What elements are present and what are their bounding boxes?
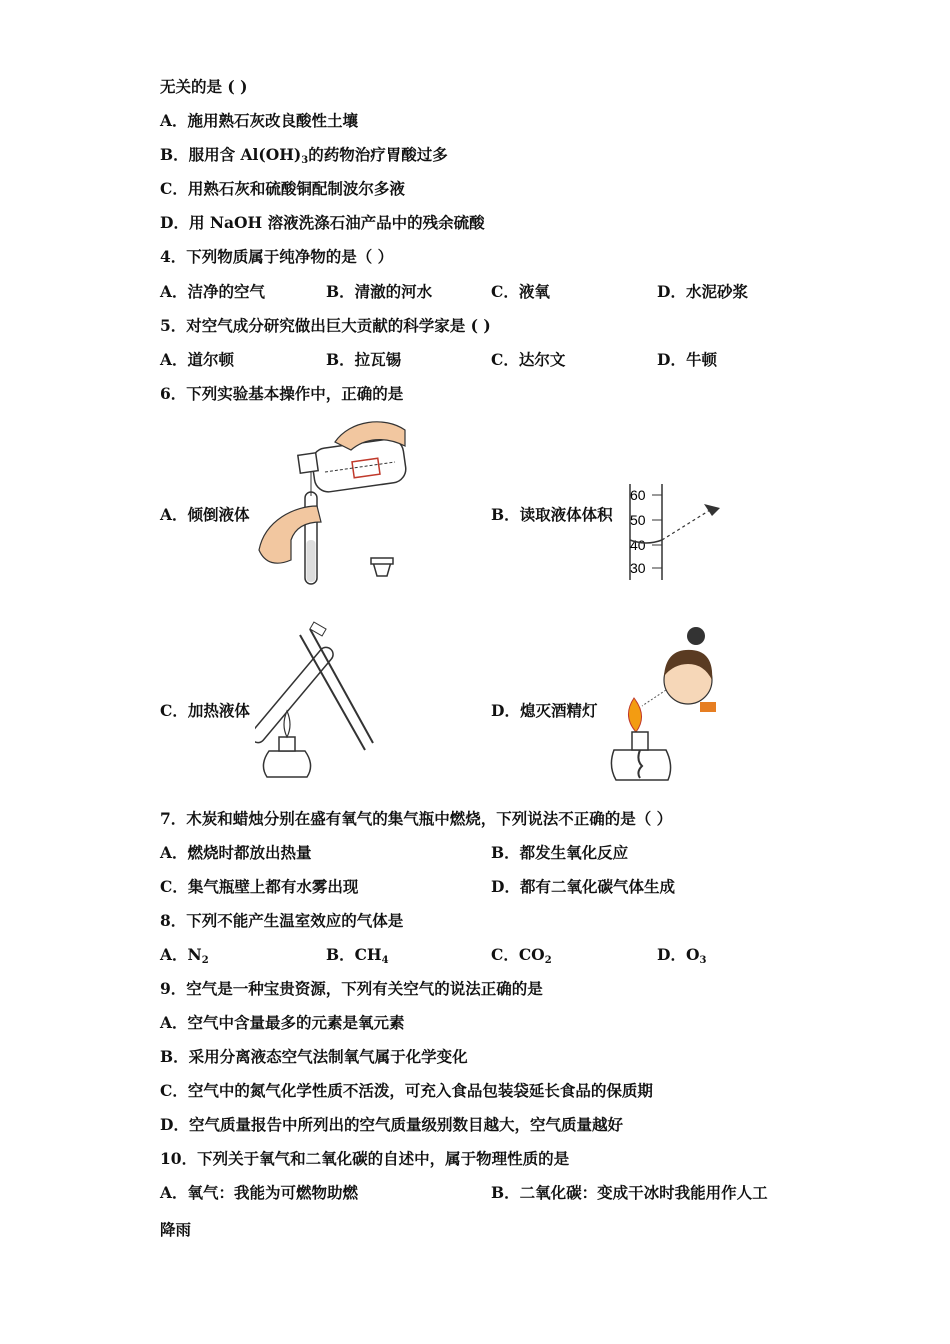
tick-50 [630, 512, 662, 528]
q6-stem: 6．下列实验基本操作中，正确的是 [160, 384, 404, 403]
q5-option-d: D．牛顿 [657, 350, 717, 369]
q7-option-c: C．集气瓶壁上都有水雾出现 [160, 877, 359, 896]
q10-option-b-continued: 降雨 [160, 1220, 192, 1239]
q9-option-b: B．采用分离液态空气法制氧气属于化学变化 [160, 1047, 468, 1066]
q3-option-c: C．用熟石灰和硫酸铜配制波尔多液 [160, 179, 405, 198]
graduated-cylinder-figure [622, 480, 732, 585]
tick-60 [630, 487, 662, 503]
q8-option-b: B．$CH_4$ [326, 945, 389, 966]
q4-stem: 4．下列物质属于纯净物的是（ ） [160, 247, 394, 266]
svg-text:40: 40 [630, 537, 646, 553]
q7-option-d: D．都有二氧化碳气体生成 [491, 877, 675, 896]
q10-stem: 10．下列关于氧气和二氧化碳的自述中，属于物理性质的是 [160, 1149, 570, 1168]
q7-option-a: A．燃烧时都放出热量 [160, 843, 312, 862]
q3-option-d: D．用 NaOH 溶液洗涤石油产品中的残余硫酸 [160, 213, 485, 232]
q9-option-c: C．空气中的氮气化学性质不活泼，可充入食品包装袋延长食品的保质期 [160, 1081, 653, 1100]
q5-option-b: B．拉瓦锡 [326, 350, 402, 369]
q5-stem: 5．对空气成分研究做出巨大贡献的科学家是 ( ) [160, 316, 491, 335]
q6-option-c: C．加热液体 [160, 701, 250, 720]
q6-option-b: B．读取液体体积 [491, 505, 613, 524]
blowing-out-lamp-figure [608, 620, 723, 790]
q7-option-b: B．都发生氧化反应 [491, 843, 629, 862]
q3-option-a: A．施用熟石灰改良酸性土壤 [160, 111, 359, 130]
svg-text:50: 50 [630, 512, 646, 528]
q9-stem: 9．空气是一种宝贵资源，下列有关空气的说法正确的是 [160, 979, 543, 998]
q5-option-a: A．道尔顿 [160, 350, 235, 369]
q3-option-b: B．服用含 $Al(OH)_3$的药物治疗胃酸过多 [160, 145, 448, 166]
q3-stem-tail: 无关的是 ( ) [160, 77, 248, 96]
q6-option-d: D．熄灭酒精灯 [491, 701, 598, 720]
q4-option-a: A．洁净的空气 [160, 282, 266, 301]
q8-option-a: A．$N_2$ [160, 945, 209, 966]
tick-40 [630, 537, 662, 553]
q6-option-a: A．倾倒液体 [160, 505, 250, 524]
q9-option-a: A．空气中含量最多的元素是氧元素 [160, 1013, 405, 1032]
q4-option-b: B．清澈的河水 [326, 282, 433, 301]
q10-option-b: B．二氧化碳：变成干冰时我能用作人工 [491, 1183, 768, 1202]
q10-option-a: A．氧气：我能为可燃物助燃 [160, 1183, 359, 1202]
q8-option-c: C．$CO_2$ [491, 945, 552, 966]
svg-text:30: 30 [630, 560, 646, 576]
pouring-liquid-figure [255, 410, 415, 595]
q4-option-c: C．液氧 [491, 282, 550, 301]
q7-stem: 7．木炭和蜡烛分别在盛有氧气的集气瓶中燃烧，下列说法不正确的是（ ） [160, 809, 673, 828]
q8-stem: 8．下列不能产生温室效应的气体是 [160, 911, 404, 930]
heating-liquid-figure [255, 615, 375, 785]
q8-option-d: D．$O_3$ [657, 945, 707, 966]
eye-icon [704, 504, 720, 516]
q4-option-d: D．水泥砂浆 [657, 282, 748, 301]
q5-option-c: C．达尔文 [491, 350, 566, 369]
svg-text:60: 60 [630, 487, 646, 503]
q9-option-d: D．空气质量报告中所列出的空气质量级别数目越大，空气质量越好 [160, 1115, 623, 1134]
tick-30 [630, 560, 662, 576]
